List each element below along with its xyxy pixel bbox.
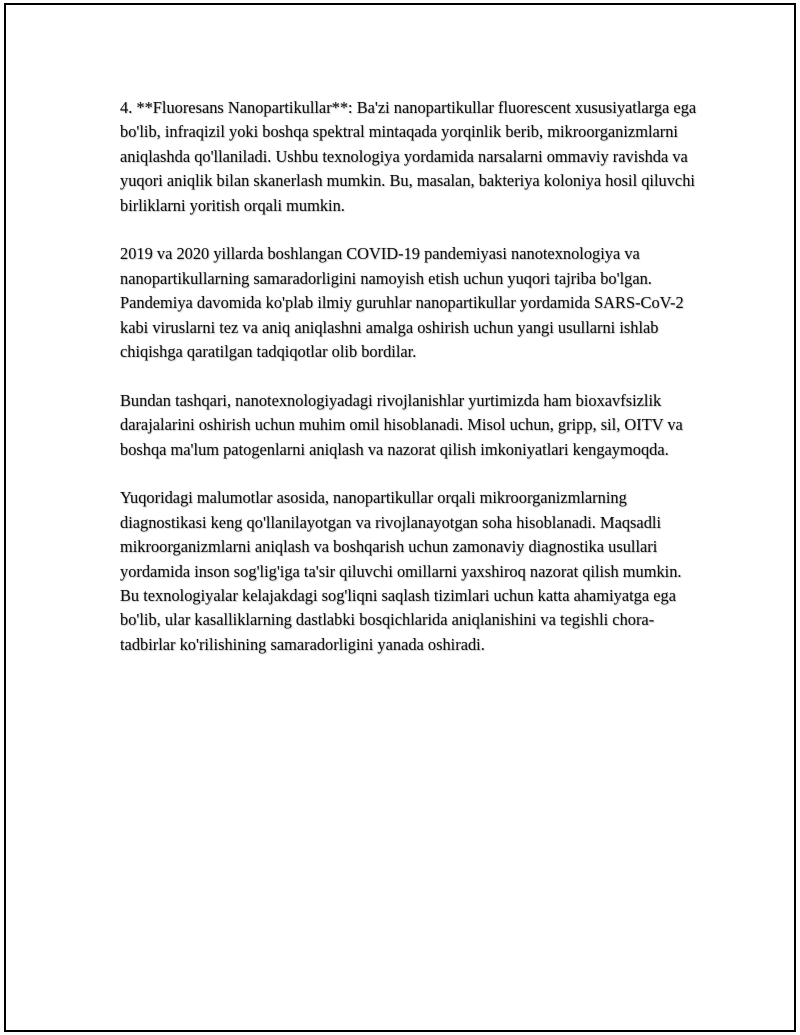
paragraph-covid-pandemic: 2019 va 2020 yillarda boshlangan COVID-19 pandemiyasi nanotexnologiya va nanopartikullarning samaradorligini namoyish etish uchun yuqori tajriba bo'lgan. Pandemiya davomida ko'plab ilmiy guruhlar nanopartikullar yordamida SARS-CoV-2 kabi viruslarni tez va aniq aniqlashni amalga oshirish uchun yangi usullarni ishlab chiqishga qaratilgan tadqiqotlar olib bordilar. — [120, 244, 684, 362]
paragraph-fluorescent-nanoparticles: 4. **Fluoresans Nanopartikullar**: Ba'zi nanopartikullar fluorescent xususiyatlarga ega bo'lib, infraqizil yoki boshqa spektral mintaqada yorqinlik berib, mikroorganizmlarni aniqlashda qo'llaniladi. Ushbu texnologiya yordamida narsalarni ommaviy ravishda va yuqori aniqlik bilan skanerlash mumkin. Bu, masalan, bakteriya koloniya hosil qiluvchi birliklarni yoritish orqali mumkin. — [120, 98, 697, 215]
document-page — [4, 3, 796, 1032]
paragraph-biosafety: Bundan tashqari, nanotexnologiyadagi rivojlanishlar yurtimizda ham bioxavfsizlik darajalarini oshirish uchun muhim omil hisoblanadi. Misol uchun, gripp, sil, OITV va boshqa ma'lum patogenlarni aniqlash va nazorat qilish imkoniyatlari kengaymoqda. — [120, 390, 683, 459]
paragraph-conclusion: Yuqoridagi malumotlar asosida, nanopartikullar orqali mikroorganizmlarning diagnostikasi keng qo'llanilayotgan va rivojlanayotgan soha hisoblanadi. Maqsadli mikroorganizmlarni aniqlash va boshqarish uchun zamonaviy diagnostika usullari yordamida inson sog'lig'iga ta'sir qiluvchi omillarni yaxshiroq nazorat qilish mumkin. Bu texnologiyalar kelajakdagi sog'liqni saqlash tizimlari uchun katta ahamiyatga ega bo'lib, ular kasalliklarning dastlabki bosqichlarida aniqlanishini va tegishli chora-tadbirlar ko'rilishining samaradorligini yanada oshiradi. — [120, 488, 682, 654]
document-body — [120, 96, 700, 682]
